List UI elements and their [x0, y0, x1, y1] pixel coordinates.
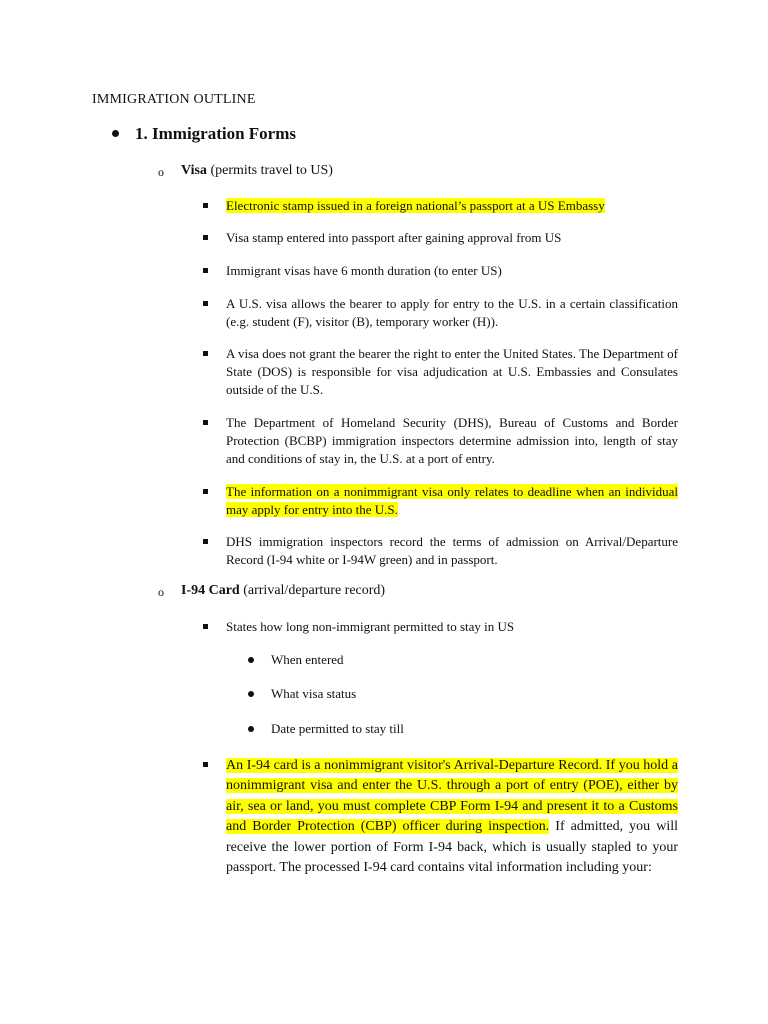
square-bullet-icon — [203, 624, 208, 629]
circle-bullet-icon: o — [158, 165, 164, 179]
i94-heading-label: I-94 Card — [181, 583, 240, 598]
square-bullet-icon — [203, 203, 208, 208]
highlighted-text: Electronic stamp issued in a foreign national’s passport at a US Embassy — [226, 198, 605, 213]
list-item-text: Immigrant visas have 6 month duration (to enter US) — [226, 263, 502, 278]
i94-heading-desc: (arrival/departure record) — [239, 583, 386, 598]
list-item-text: States how long non-immigrant permitted to stay in US — [226, 619, 515, 634]
bullet-icon — [248, 726, 254, 732]
list-item-text: The Department of Homeland Security (DHS), Bureau of Customs and Border Protection (BCBP) immigration inspectors determine admission into, length of stay and conditions of stay in, the U.S. at a port of entry. — [226, 415, 678, 466]
document-title: IMMIGRATION OUTLINE — [92, 92, 256, 107]
list-item-text: A visa does not grant the bearer the right to enter the United States. The Department of State (DOS) is responsible for visa adjudication at U.S. Embassies and Consulates outside of the U.S. — [226, 346, 678, 397]
list-item-text: DHS immigration inspectors record the terms of admission on Arrival/Departure Record (I-94 white or I-94W green) and in passport. — [226, 534, 678, 567]
square-bullet-icon — [203, 420, 208, 425]
list-item-text: A U.S. visa allows the bearer to apply for entry to the U.S. in a certain classification (e.g. student (F), visitor (B), temporary worker (H)). — [226, 296, 678, 329]
highlighted-text: An I-94 card is a nonimmigrant visitor's Arrival-Departure Record. If you hold a nonimmigrant visa and enter the U.S. through a port of entry (POE), either by air, sea or land, you must complete CBP Form I-94 and present it to a Customs and Border Protection (CBP) officer during inspection. — [226, 758, 678, 835]
bullet-icon — [112, 130, 119, 137]
bullet-icon — [248, 657, 254, 663]
square-bullet-icon — [203, 268, 208, 273]
circle-bullet-icon: o — [158, 585, 164, 599]
highlighted-text: The information on a nonimmigrant visa only relates to deadline when an individual may apply for entry into the U.S. — [226, 484, 678, 517]
square-bullet-icon — [203, 301, 208, 306]
sub-list-item-text: What visa status — [271, 686, 357, 701]
visa-heading-desc: (permits travel to US) — [206, 163, 333, 178]
square-bullet-icon — [203, 235, 208, 240]
square-bullet-icon — [203, 762, 208, 767]
list-item-text: Visa stamp entered into passport after gaining approval from US — [226, 230, 562, 245]
visa-heading-label: Visa — [181, 163, 207, 178]
bullet-icon — [248, 691, 254, 697]
paragraph-text: If admitted, you will receive the lower portion of Form I-94 back, which is usually stapled to your passport. The processed I-94 card contains vital information including your: — [226, 819, 678, 876]
sub-list-item-text: When entered — [271, 652, 344, 667]
sub-list-item-text: Date permitted to stay till — [271, 721, 404, 736]
square-bullet-icon — [203, 351, 208, 356]
section-heading-label: 1. Immigration Forms — [135, 124, 297, 143]
square-bullet-icon — [203, 489, 208, 494]
square-bullet-icon — [203, 539, 208, 544]
